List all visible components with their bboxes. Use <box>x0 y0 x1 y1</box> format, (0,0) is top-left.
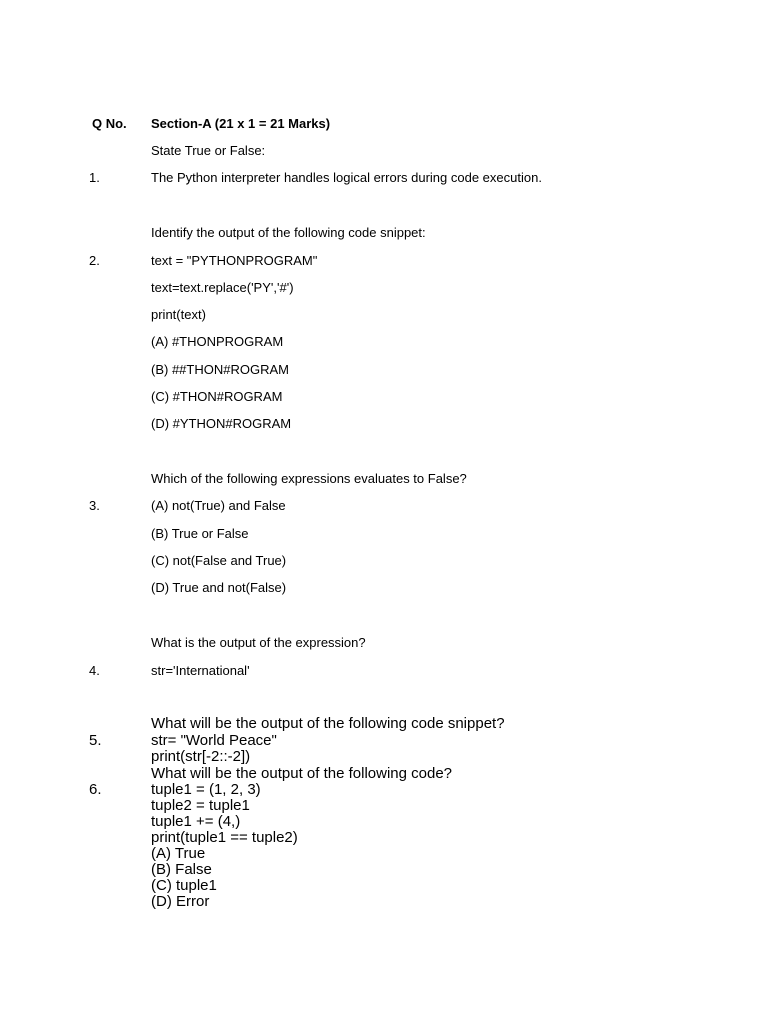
q6-option-a: (A) True <box>151 845 206 862</box>
q3-option-a: (A) not(True) and False <box>151 498 286 513</box>
q6-prompt: What will be the output of the following code? <box>151 765 453 782</box>
q3-prompt: Which of the following expressions evaluates to False? <box>151 471 467 486</box>
q5-code-line: str= "World Peace" <box>151 732 277 749</box>
q6-code-line: tuple1 += (4,) <box>151 813 241 830</box>
q6-option-c: (C) tuple1 <box>151 877 217 894</box>
q3-option-b: (B) True or False <box>151 526 249 541</box>
q2-prompt: Identify the output of the following code snippet: <box>151 225 426 240</box>
q2-option-a: (A) #THONPROGRAM <box>151 334 284 349</box>
q3-option-d: (D) True and not(False) <box>151 580 287 595</box>
section-title: Section-A (21 x 1 = 21 Marks) <box>151 116 331 131</box>
q2-option-c: (C) #THON#ROGRAM <box>151 389 283 404</box>
q5-code-line: print(str[-2::-2]) <box>151 748 251 765</box>
q2-code-line: text = "PYTHONPROGRAM" <box>151 253 318 268</box>
q4-number: 4. <box>89 663 100 678</box>
q1-statement: The Python interpreter handles logical errors during code execution. <box>151 170 542 185</box>
q6-code-line: print(tuple1 == tuple2) <box>151 829 298 846</box>
q4-prompt: What is the output of the expression? <box>151 635 366 650</box>
q4-code-line: str='International' <box>151 663 250 678</box>
q2-number: 2. <box>89 253 100 268</box>
q2-option-b: (B) ##THON#ROGRAM <box>151 362 289 377</box>
q6-number: 6. <box>89 781 102 798</box>
q3-option-c: (C) not(False and True) <box>151 553 287 568</box>
q6-code-line: tuple2 = tuple1 <box>151 797 250 814</box>
q6-option-d: (D) Error <box>151 893 210 910</box>
q2-code-line: text=text.replace('PY','#') <box>151 280 294 295</box>
qno-header: Q No. <box>92 116 127 131</box>
q1-prompt: State True or False: <box>151 143 266 158</box>
q6-option-b: (B) False <box>151 861 212 878</box>
q5-prompt: What will be the output of the following code snippet? <box>151 715 505 732</box>
q3-number: 3. <box>89 498 100 513</box>
q2-option-d: (D) #YTHON#ROGRAM <box>151 416 292 431</box>
q1-number: 1. <box>89 170 100 185</box>
q2-code-line: print(text) <box>151 307 206 322</box>
q6-code-line: tuple1 = (1, 2, 3) <box>151 781 261 798</box>
q5-number: 5. <box>89 732 102 749</box>
